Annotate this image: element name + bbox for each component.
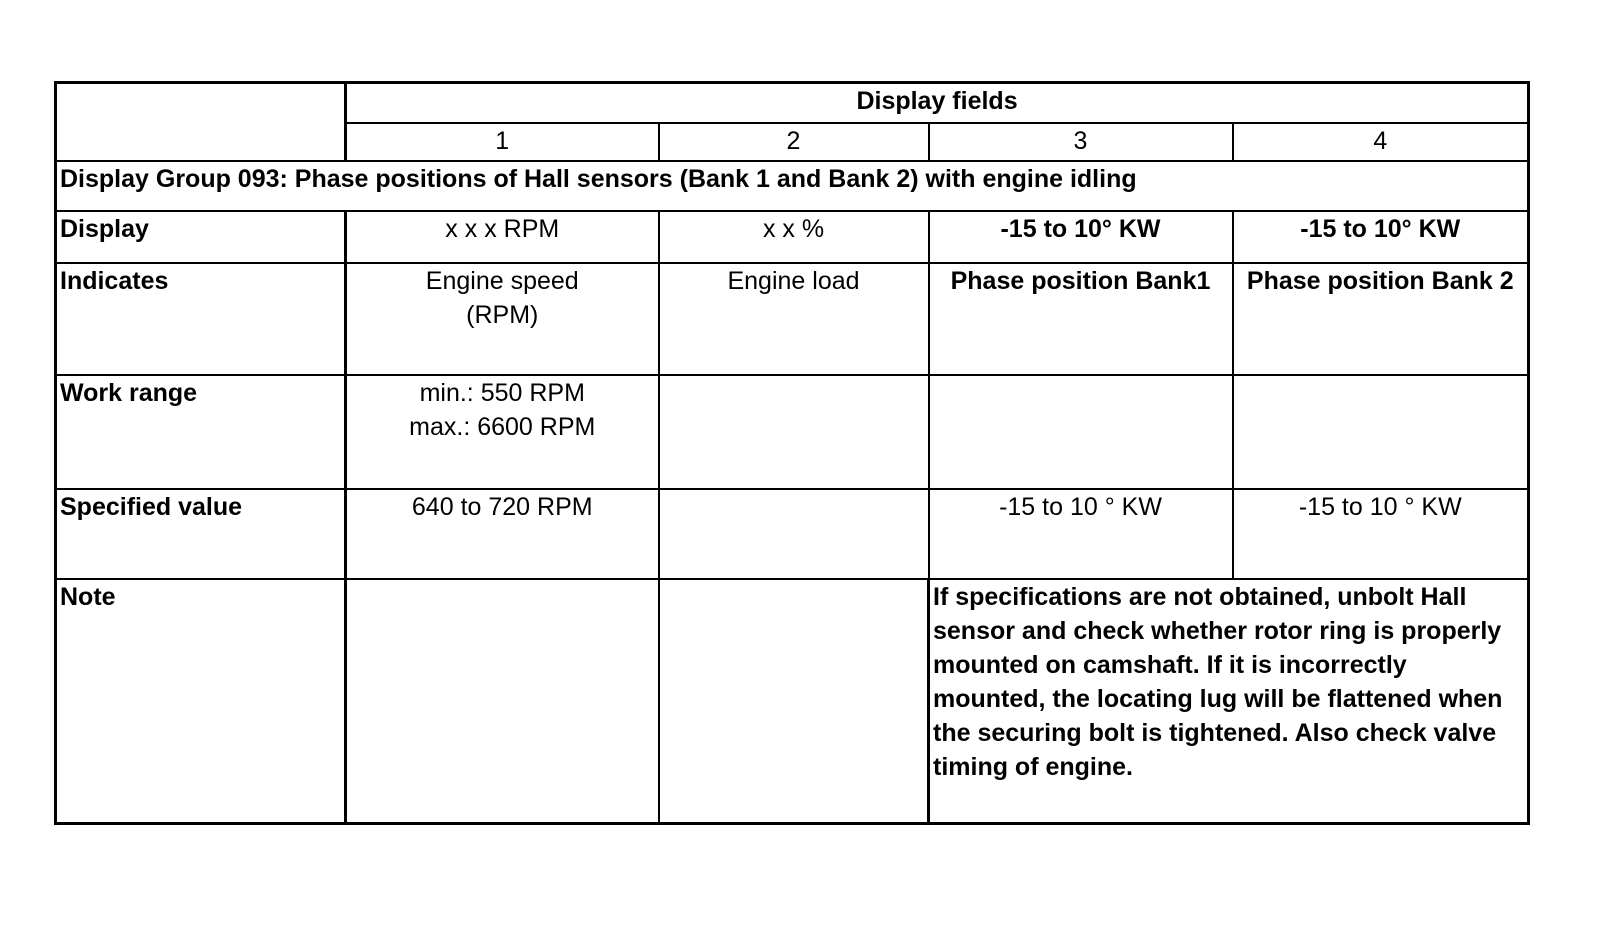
work-range-field-3 [929, 375, 1233, 489]
field-number-4: 4 [1233, 123, 1529, 161]
display-field-1: x x x RPM [346, 211, 659, 263]
display-field-2: x x % [659, 211, 929, 263]
row-label-work-range: Work range [56, 375, 346, 489]
note-field-2 [659, 579, 929, 824]
specified-value-field-3: -15 to 10 ° KW [929, 489, 1233, 579]
row-label-indicates: Indicates [56, 263, 346, 375]
field-number-1: 1 [346, 123, 659, 161]
indicates-field-2: Engine load [659, 263, 929, 375]
work-range-field-1 [346, 375, 659, 489]
display-field-4: -15 to 10° KW [1233, 211, 1529, 263]
row-label-specified-value: Specified value [56, 489, 346, 579]
field-number-2: 2 [659, 123, 929, 161]
specified-value-field-1: 640 to 720 RPM [346, 489, 659, 579]
work-range-field-2 [659, 375, 929, 489]
work-range-field-4 [1233, 375, 1529, 489]
note-field-3-4: If specifications are not obtained, unbolt Hall sensor and check whether rotor ring is properly mounted on camshaft. If it is incorrectly mounted, the locating lug will be flattened when the securing bolt is tightened. Also check valve timing of engine. [929, 579, 1529, 824]
row-label-note: Note [56, 579, 346, 824]
note-field-1 [346, 579, 659, 824]
field-number-3: 3 [929, 123, 1233, 161]
specified-value-field-4: -15 to 10 ° KW [1233, 489, 1529, 579]
specified-value-field-2 [659, 489, 929, 579]
row-label-display: Display [56, 211, 346, 263]
display-group-title: Display Group 093: Phase positions of Hall sensors (Bank 1 and Bank 2) with engine idling [56, 161, 1529, 211]
indicates-field-3: Phase position Bank1 [929, 263, 1233, 375]
indicates-field-1: Engine speed (RPM) [346, 263, 659, 375]
header-corner-cell [56, 83, 346, 162]
display-fields-header: Display fields [346, 83, 1529, 124]
work-range-max: max.: 6600 RPM [409, 413, 596, 441]
display-group-table [54, 81, 1530, 825]
display-field-3: -15 to 10° KW [929, 211, 1233, 263]
indicates-field-4: Phase position Bank 2 [1233, 263, 1529, 375]
work-range-min: min.: 550 RPM [419, 379, 585, 407]
